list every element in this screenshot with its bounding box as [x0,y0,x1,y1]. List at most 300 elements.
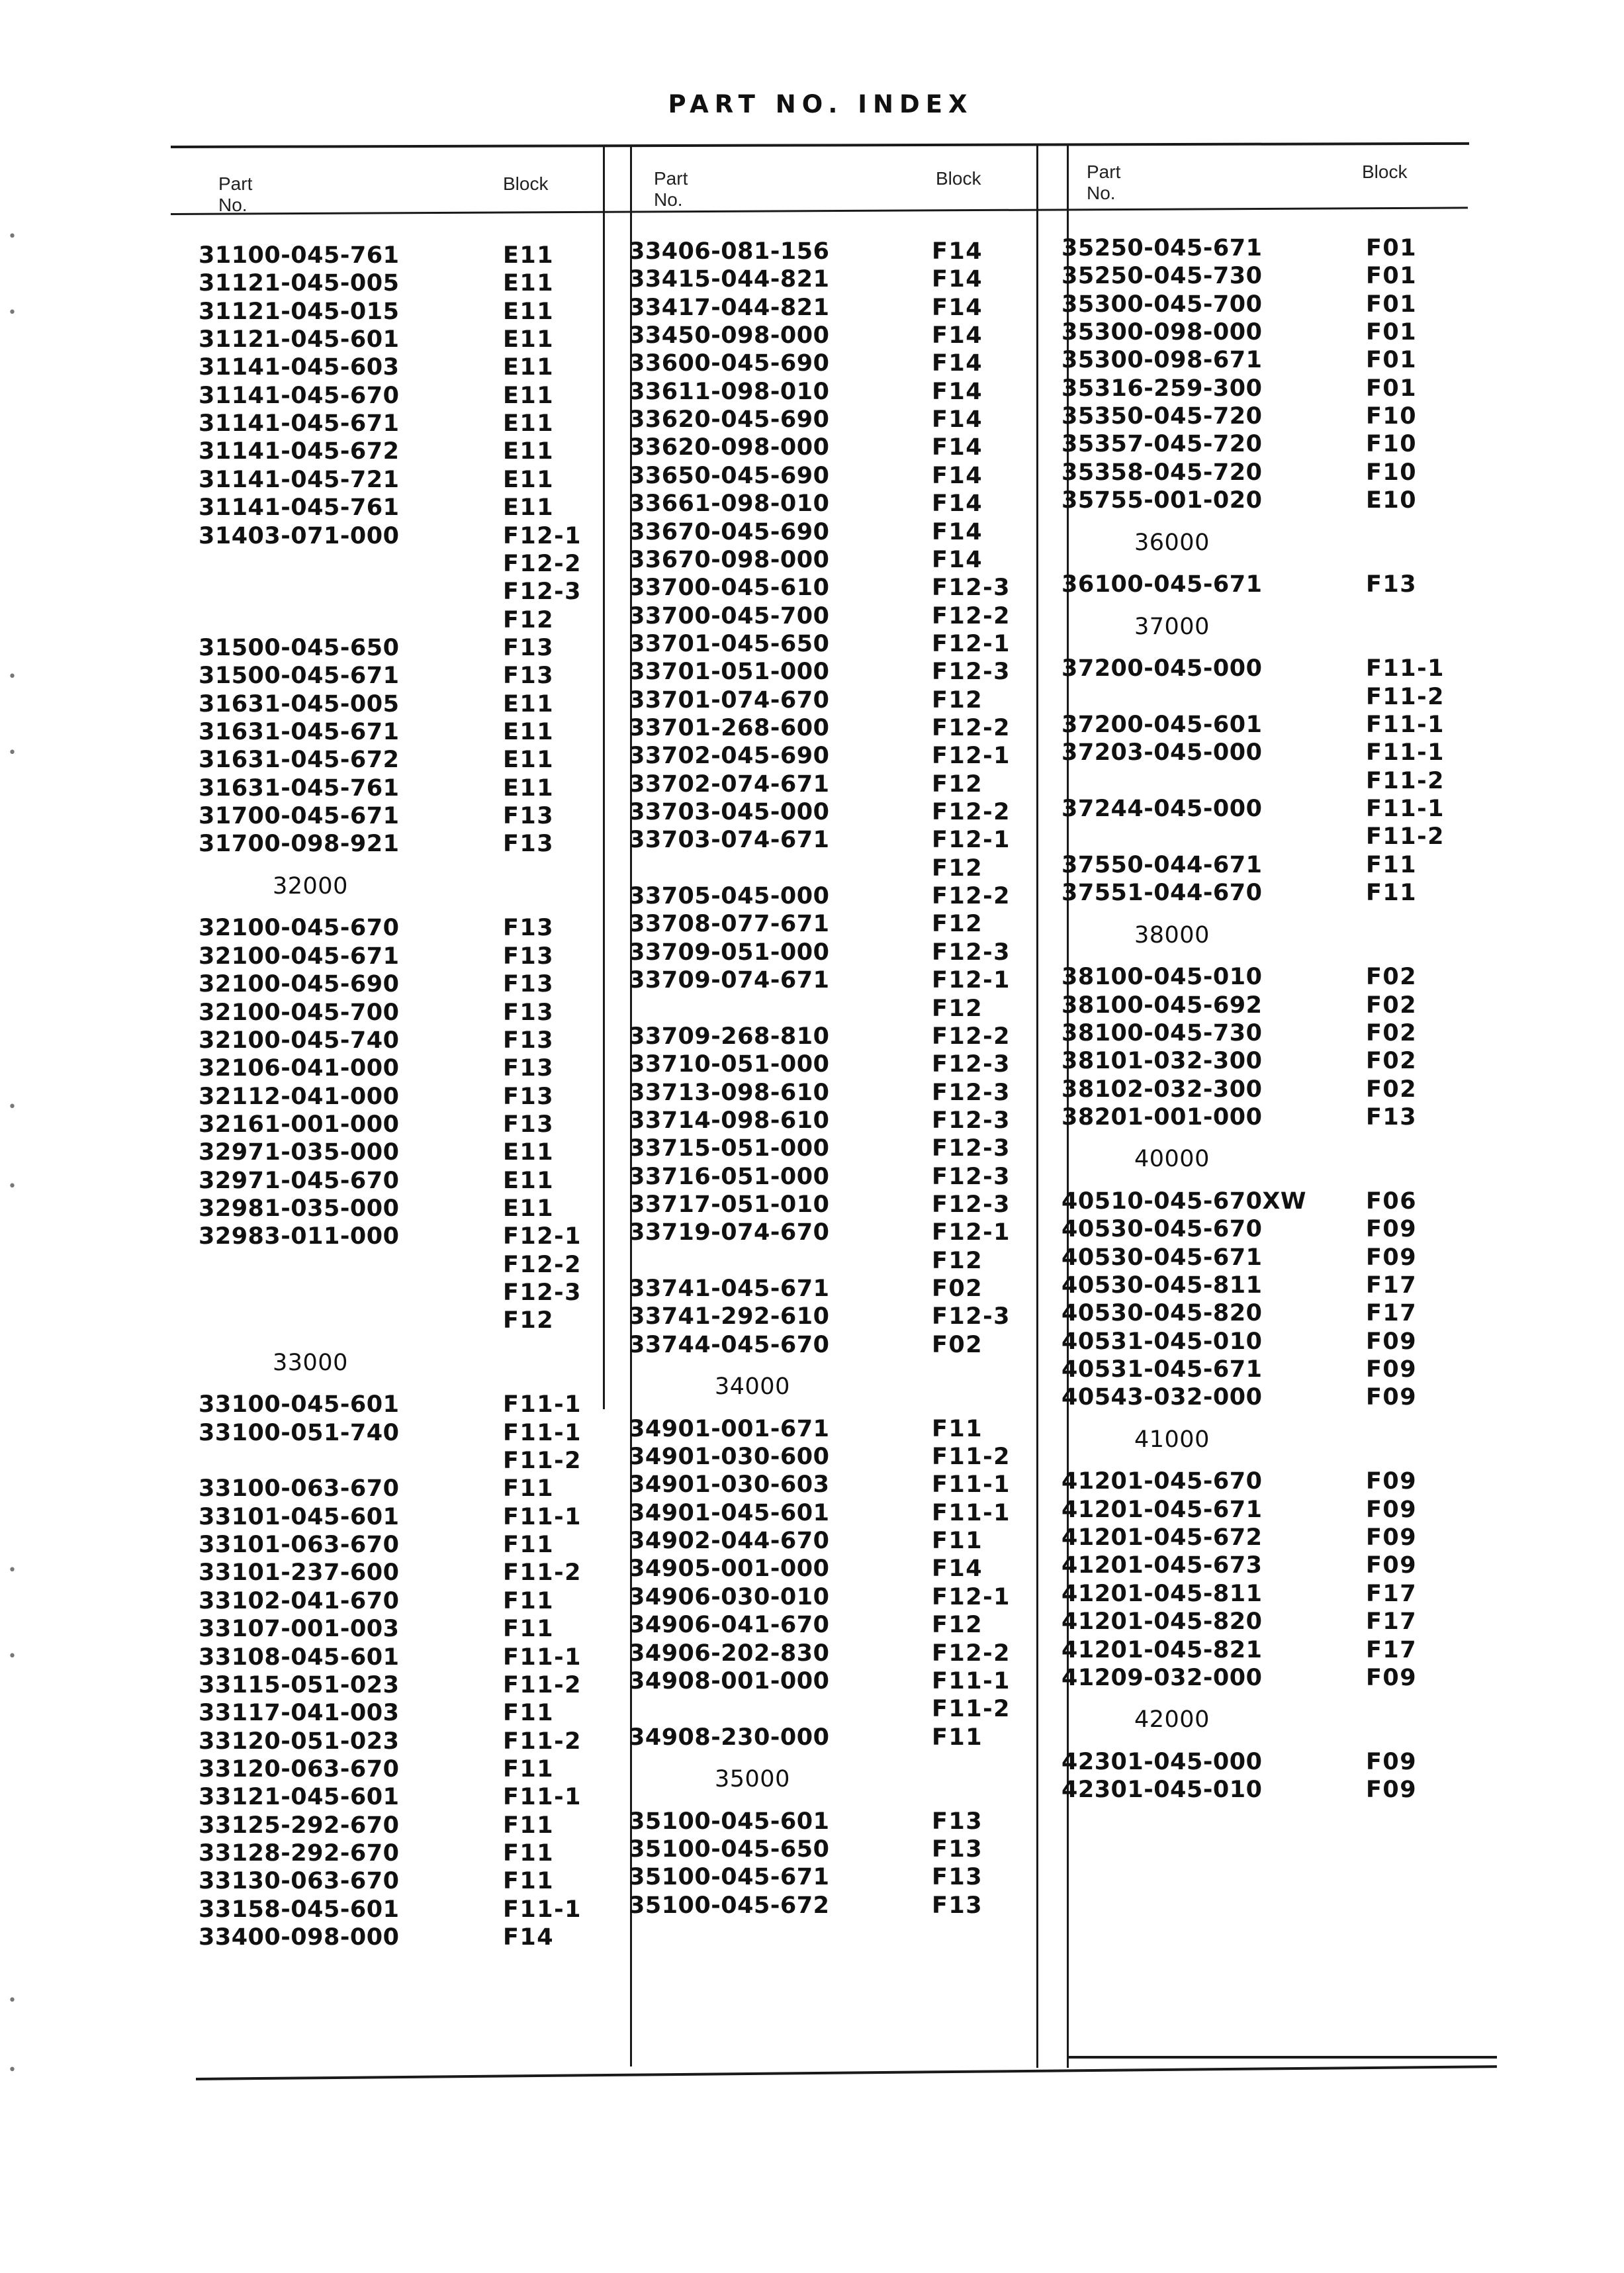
block-code: F12-2 [932,883,1011,910]
block-code: F09 [1366,1468,1418,1495]
block-code: F11 [503,1700,555,1727]
part-no-header: Part No. [1087,162,1121,203]
part-number: 33701-045-650 [629,630,830,657]
block-code: E11 [503,690,555,718]
part-number: 35357-045-720 [1061,431,1263,458]
table-bottom-rule-right [1067,2056,1497,2059]
block-code: F11-2 [503,1728,582,1755]
section-number: 33000 [273,1349,348,1376]
block-code: F11-1 [1366,796,1445,822]
part-number: 31141-045-761 [199,494,400,522]
block-code: F10 [1366,431,1418,458]
block-code: F12 [503,1307,555,1334]
part-number: 31631-045-761 [199,774,400,802]
table-bottom-rule [196,2065,1497,2080]
block-code: E10 [1366,487,1418,514]
block-code: F12-3 [932,659,1011,686]
part-number: 38100-045-010 [1061,964,1263,991]
part-number: 33713-098-610 [629,1079,830,1106]
block-code: F11-2 [1366,767,1445,794]
part-number: 38100-045-730 [1061,1019,1263,1046]
block-code: F09 [1366,1552,1418,1579]
block-code: F11-1 [503,1896,582,1923]
block-code: F11 [503,1532,555,1559]
block-code: F14 [932,322,983,349]
block-code: F10 [1366,459,1418,486]
block-code: F11-1 [503,1784,582,1811]
block-code: F09 [1366,1244,1418,1271]
part-number: 33650-045-690 [629,462,830,489]
block-code: F13 [503,1083,555,1110]
block-code: E11 [503,747,555,774]
block-code: F12-3 [932,1051,1011,1078]
part-number: 35358-045-720 [1061,459,1263,486]
block-code: F13 [503,915,555,942]
part-number: 40530-045-670 [1061,1216,1263,1243]
block-code: F11 [503,1587,555,1614]
block-code: E11 [503,298,555,325]
block-code: F12 [932,686,983,714]
table-top-rule [171,142,1469,148]
block-code: F11-1 [1366,712,1445,738]
block-code: F11-2 [1366,823,1445,851]
part-number: 33716-051-000 [629,1163,830,1190]
block-code: F12-3 [932,1079,1011,1106]
part-number: 33101-063-670 [199,1532,400,1559]
part-number: 33717-051-010 [629,1191,830,1218]
block-code: F09 [1366,1777,1418,1804]
part-number: 32100-045-700 [199,999,400,1026]
block-header: Block [936,168,981,189]
part-number: 33101-045-601 [199,1503,400,1530]
part-number: 33701-074-670 [629,686,830,714]
block-code: F11 [503,1868,555,1895]
part-number: 33661-098-010 [629,490,830,518]
part-number: 38201-001-000 [1061,1103,1263,1131]
part-number: 33670-045-690 [629,518,830,545]
part-number: 32100-045-671 [199,943,400,970]
section-number: 32000 [273,872,348,900]
part-number: 31631-045-672 [199,747,400,774]
part-number: 36100-045-671 [1061,571,1263,598]
part-number: 34902-044-670 [629,1528,830,1555]
block-code: F01 [1366,291,1418,318]
block-header: Block [503,173,549,194]
block-code: E11 [503,410,555,438]
block-code: F14 [932,350,983,377]
block-code: F11-2 [503,1671,582,1698]
part-number: 41209-032-000 [1061,1664,1263,1691]
part-number: 33702-045-690 [629,743,830,770]
part-number: 34908-001-000 [629,1667,830,1694]
block-code: F12-2 [932,602,1011,629]
part-number: 33120-051-023 [199,1728,400,1755]
page-title: PART NO. INDEX [668,90,973,118]
block-code: E11 [503,774,555,802]
block-code: F12-1 [932,630,1011,657]
part-number: 33158-045-601 [199,1896,400,1923]
block-code: F14 [503,1924,555,1951]
part-number: 37200-045-000 [1061,655,1263,682]
part-number: 35350-045-720 [1061,403,1263,430]
part-number: 32981-035-000 [199,1195,400,1222]
part-number: 33417-044-821 [629,294,830,321]
part-number: 33100-051-740 [199,1419,400,1446]
part-number: 32100-045-690 [199,971,400,998]
part-number: 33611-098-010 [629,378,830,405]
block-code: F13 [932,1808,983,1835]
block-code: F12-3 [932,1303,1011,1330]
block-code: E11 [503,270,555,297]
block-code: F11-2 [1366,683,1445,710]
block-code: F12-3 [932,1191,1011,1218]
block-code: F02 [1366,1076,1418,1103]
block-code: E11 [503,242,555,269]
block-code: E11 [503,438,555,465]
part-number: 42301-045-010 [1061,1777,1263,1804]
part-number: 33670-098-000 [629,546,830,573]
part-number: 31700-098-921 [199,831,400,858]
block-code: F11 [932,1415,983,1442]
block-code: F17 [1366,1580,1418,1607]
block-code: F13 [503,1055,555,1082]
block-code: F12-2 [932,1023,1011,1050]
block-code: F11-2 [503,1448,582,1474]
part-number: 33620-098-000 [629,434,830,461]
block-code: F02 [932,1331,983,1358]
part-number: 35250-045-730 [1061,263,1263,290]
block-code: F12 [932,911,983,938]
block-code: F12-2 [503,1251,582,1278]
block-code: F14 [932,1555,983,1583]
block-code: F09 [1366,1356,1418,1383]
part-number: 31500-045-650 [199,634,400,661]
scan-mark: • [8,1099,17,1115]
block-code: E11 [503,1167,555,1194]
part-number: 33107-001-003 [199,1616,400,1643]
block-code: F11-1 [1366,655,1445,682]
part-number: 32983-011-000 [199,1223,400,1250]
part-number: 33100-045-601 [199,1391,400,1418]
part-number: 38102-032-300 [1061,1076,1263,1103]
part-number: 35100-045-672 [629,1892,830,1919]
part-number: 41201-045-672 [1061,1524,1263,1552]
block-code: F11-1 [932,1471,1011,1499]
part-number: 41201-045-820 [1061,1608,1263,1636]
block-code: F13 [503,831,555,858]
block-code: F12-3 [932,1163,1011,1190]
block-code: F09 [1366,1496,1418,1523]
part-number: 37200-045-601 [1061,712,1263,738]
section-number: 36000 [1134,529,1210,556]
part-no-header: Part No. [654,168,688,210]
block-code: F01 [1366,263,1418,290]
column-divider-3 [1036,144,1038,2068]
part-number: 31100-045-761 [199,242,400,269]
part-number: 34901-030-600 [629,1444,830,1470]
part-number: 35300-045-700 [1061,291,1263,318]
part-number: 40510-045-670XW [1061,1187,1307,1215]
block-code: F13 [503,1027,555,1054]
part-number: 37244-045-000 [1061,796,1263,822]
part-number: 33741-292-610 [629,1303,830,1330]
block-code: F13 [503,1111,555,1138]
block-code: F02 [1366,992,1418,1019]
part-number: 31121-045-601 [199,326,400,353]
block-code: F12-3 [503,579,582,606]
block-code: F12-1 [932,1583,1011,1610]
section-number: 35000 [715,1766,790,1793]
part-number: 40530-045-671 [1061,1244,1263,1271]
part-number: 33710-051-000 [629,1051,830,1078]
block-code: F09 [1366,1216,1418,1243]
block-code: F17 [1366,1608,1418,1636]
block-code: F13 [932,1835,983,1863]
block-code: F01 [1366,375,1418,402]
section-number: 42000 [1134,1706,1210,1734]
block-code: F12-2 [932,1640,1011,1667]
part-number: 35755-001-020 [1061,487,1263,514]
header-bottom-rule [171,207,1468,215]
part-number: 33128-292-670 [199,1839,400,1867]
block-code: E11 [503,494,555,522]
part-number: 33620-045-690 [629,406,830,434]
block-code: F13 [932,1892,983,1919]
part-number: 31700-045-671 [199,803,400,829]
scan-mark: • [8,1992,17,2009]
section-number: 40000 [1134,1146,1210,1173]
block-code: F12-1 [932,743,1011,770]
block-code: F13 [503,663,555,690]
part-number: 31141-045-721 [199,466,400,493]
block-code: F02 [932,1275,983,1302]
part-number: 33701-268-600 [629,715,830,741]
part-number: 35100-045-671 [629,1864,830,1891]
part-number: 33700-045-700 [629,602,830,629]
part-number: 31403-071-000 [199,522,400,549]
part-number: 32100-045-740 [199,1027,400,1054]
scan-mark: • [8,304,17,321]
block-code: F11-2 [932,1444,1011,1470]
part-number: 32971-035-000 [199,1139,400,1166]
block-code: F12-2 [932,715,1011,741]
part-number: 31141-045-672 [199,438,400,465]
part-number: 41201-045-811 [1061,1580,1263,1607]
block-code: F17 [1366,1272,1418,1299]
part-number: 40531-045-010 [1061,1328,1263,1355]
block-code: F12-3 [932,1107,1011,1134]
part-number: 31141-045-670 [199,382,400,409]
block-code: F13 [503,943,555,970]
block-code: F14 [932,294,983,321]
part-number: 33115-051-023 [199,1671,400,1698]
part-number: 32100-045-670 [199,915,400,942]
block-code: F01 [1366,319,1418,346]
part-number: 31121-045-005 [199,270,400,297]
block-code: F11 [1366,880,1418,907]
block-code: F12-3 [932,575,1011,602]
block-code: F12 [932,770,983,798]
part-number: 33703-074-671 [629,827,830,854]
block-code: F14 [932,518,983,545]
part-number: 33102-041-670 [199,1587,400,1614]
part-number: 33719-074-670 [629,1219,830,1246]
block-code: F11-1 [503,1391,582,1418]
block-code: F11 [503,1475,555,1503]
block-code: F02 [1366,1048,1418,1075]
block-code: F11 [503,1812,555,1839]
block-code: F14 [932,406,983,434]
part-number: 33744-045-670 [629,1331,830,1358]
part-number: 33108-045-601 [199,1644,400,1671]
part-number: 31141-045-671 [199,410,400,438]
scan-mark: • [8,1562,17,1579]
block-code: F11 [932,1528,983,1555]
section-number: 34000 [715,1373,790,1401]
part-number: 33400-098-000 [199,1924,400,1951]
block-code: F12-3 [932,1135,1011,1162]
part-number: 33101-237-600 [199,1559,400,1587]
part-number: 38100-045-692 [1061,992,1263,1019]
part-number: 33700-045-610 [629,575,830,602]
block-code: F11 [503,1616,555,1643]
part-number: 33130-063-670 [199,1868,400,1895]
block-code: F11-1 [503,1503,582,1530]
part-number: 41201-045-821 [1061,1636,1263,1663]
block-code: F13 [932,1864,983,1891]
part-number: 33702-074-671 [629,770,830,798]
block-code: F06 [1366,1187,1418,1215]
block-code: F12-3 [503,1279,582,1306]
block-code: F09 [1366,1384,1418,1411]
part-number: 41201-045-671 [1061,1496,1263,1523]
part-number: 33125-292-670 [199,1812,400,1839]
part-number: 37550-044-671 [1061,851,1263,878]
block-code: F17 [1366,1636,1418,1663]
block-code: F12-1 [932,967,1011,994]
part-number: 32161-001-000 [199,1111,400,1138]
block-code: F14 [932,434,983,461]
part-number: 33709-074-671 [629,967,830,994]
scan-mark: • [8,1178,17,1195]
part-number: 40531-045-671 [1061,1356,1263,1383]
block-code: F14 [932,378,983,405]
block-code: F13 [503,803,555,829]
block-code: F11-2 [503,1559,582,1587]
scan-mark: • [8,669,17,685]
part-number: 34906-030-010 [629,1583,830,1610]
part-number: 33703-045-000 [629,799,830,825]
part-number: 33705-045-000 [629,883,830,910]
block-code: F02 [1366,1019,1418,1046]
part-number: 35100-045-650 [629,1835,830,1863]
block-code: F11-1 [932,1499,1011,1526]
block-code: F01 [1366,347,1418,374]
block-code: F11-1 [932,1667,1011,1694]
block-code: F12 [503,606,555,633]
block-code: F12 [932,1247,983,1274]
part-number: 34906-041-670 [629,1612,830,1639]
block-code: F09 [1366,1524,1418,1552]
scan-mark: • [8,228,17,245]
block-code: F14 [932,266,983,293]
block-code: F11 [503,1755,555,1783]
block-code: F12 [932,855,983,882]
block-code: F13 [503,634,555,661]
part-number: 38101-032-300 [1061,1048,1263,1075]
block-code: F13 [1366,1103,1418,1131]
block-code: F12-1 [503,522,582,549]
part-number: 33100-063-670 [199,1475,400,1503]
part-number: 35300-098-671 [1061,347,1263,374]
part-number: 40530-045-820 [1061,1300,1263,1327]
part-number: 34906-202-830 [629,1640,830,1667]
part-number: 33715-051-000 [629,1135,830,1162]
block-code: F13 [503,999,555,1026]
block-code: F12-1 [932,827,1011,854]
block-code: F11-2 [932,1696,1011,1723]
block-code: F09 [1366,1664,1418,1691]
block-code: E11 [503,1195,555,1222]
block-code: F11-1 [503,1419,582,1446]
part-number: 33709-051-000 [629,939,830,966]
block-code: F01 [1366,235,1418,261]
block-code: F12-3 [932,939,1011,966]
block-code: F12 [932,1612,983,1639]
part-number: 33741-045-671 [629,1275,830,1302]
part-number: 33600-045-690 [629,350,830,377]
block-code: F13 [503,971,555,998]
part-number: 33709-268-810 [629,1023,830,1050]
part-number: 31121-045-015 [199,298,400,325]
part-number: 33708-077-671 [629,911,830,938]
part-number: 31631-045-671 [199,719,400,745]
block-code: F11 [1366,851,1418,878]
part-number: 33117-041-003 [199,1700,400,1727]
part-number: 32106-041-000 [199,1055,400,1082]
section-number: 41000 [1134,1426,1210,1453]
part-number: 40543-032-000 [1061,1384,1263,1411]
part-number: 34901-030-603 [629,1471,830,1499]
part-number: 34901-045-601 [629,1499,830,1526]
block-code: E11 [503,719,555,745]
block-code: E11 [503,466,555,493]
block-code: F12-1 [503,1223,582,1250]
block-header: Block [1362,162,1408,182]
part-number: 33120-063-670 [199,1755,400,1783]
block-code: F12 [932,995,983,1022]
part-number: 40530-045-811 [1061,1272,1263,1299]
block-code: F17 [1366,1300,1418,1327]
block-code: F11 [503,1839,555,1867]
part-number: 35300-098-000 [1061,319,1263,346]
part-number: 34908-230-000 [629,1724,830,1751]
block-code: F11-1 [503,1644,582,1671]
block-code: F14 [932,238,983,265]
block-code: F11-1 [1366,739,1445,766]
section-number: 37000 [1134,613,1210,640]
block-code: F12-1 [932,1219,1011,1246]
part-number: 34901-001-671 [629,1415,830,1442]
block-code: F09 [1366,1748,1418,1775]
block-code: E11 [503,354,555,381]
part-number: 42301-045-000 [1061,1748,1263,1775]
part-number: 31141-045-603 [199,354,400,381]
block-code: E11 [503,382,555,409]
block-code: F14 [932,490,983,518]
part-number: 32112-041-000 [199,1083,400,1110]
block-code: F02 [1366,964,1418,991]
